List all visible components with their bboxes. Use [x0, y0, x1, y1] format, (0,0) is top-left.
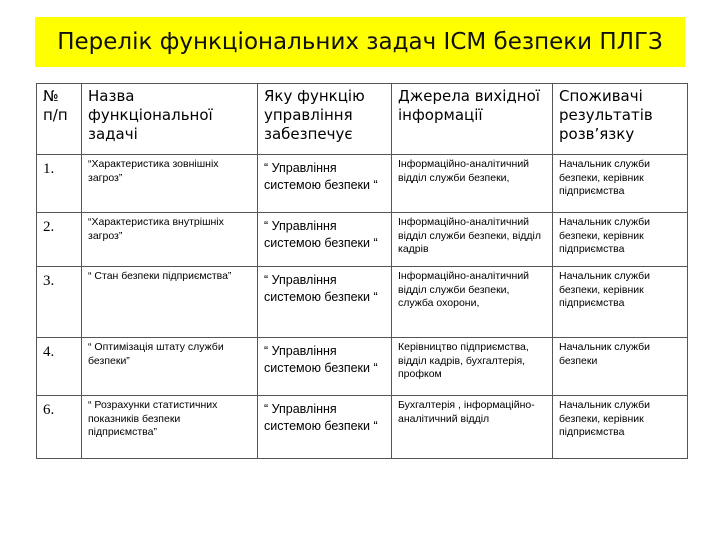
- row-consumers: Начальник служби безпеки: [553, 338, 688, 396]
- row-sources: Інформаційно-аналітичний відділ служби безпеки, служба охорони,: [392, 267, 553, 338]
- row-task-name: “ Розрахунки статистичних показників безпеки підприємства”: [82, 396, 258, 459]
- table-row: [37, 213, 688, 267]
- slide-title: Перелік функціональних задач ІСМ безпеки ПЛГЗ: [35, 17, 685, 67]
- row-consumers: Начальник служби безпеки, керівник підприємства: [553, 267, 688, 338]
- row-function: “ Управління системою безпеки “: [258, 155, 392, 213]
- row-consumers: Начальник служби безпеки, керівник підприємства: [553, 213, 688, 267]
- row-function: “ Управління системою безпеки “: [258, 396, 392, 459]
- row-task-name: “ Оптимізація штату служби безпеки”: [82, 338, 258, 396]
- header-task-name: Назва функціональної задачі: [82, 84, 258, 155]
- row-task-name: “ Стан безпеки підприємства”: [82, 267, 258, 338]
- header-management-function: Яку функцію управління забезпечує: [258, 84, 392, 155]
- table-row: [37, 155, 688, 213]
- row-sources: Інформаційно-аналітичний відділ служби безпеки,: [392, 155, 553, 213]
- table-header-row: [37, 84, 688, 155]
- row-function: “ Управління системою безпеки “: [258, 338, 392, 396]
- row-sources: Інформаційно-аналітичний відділ служби безпеки, відділ кадрів: [392, 213, 553, 267]
- header-info-sources: Джерела вихідної інформації: [392, 84, 553, 155]
- header-consumers: Споживачі результатів розв’язку: [553, 84, 688, 155]
- table-row: [37, 396, 688, 459]
- row-task-name: “Характеристика зовнішніх загроз”: [82, 155, 258, 213]
- row-consumers: Начальник служби безпеки, керівник підприємства: [553, 396, 688, 459]
- row-sources: Керівництво підприємства, відділ кадрів, бухгалтерія, профком: [392, 338, 553, 396]
- row-num: 3.: [37, 267, 82, 338]
- row-task-name: “Характеристика внутрішніх загроз”: [82, 213, 258, 267]
- row-num: 6.: [37, 396, 82, 459]
- row-consumers: Начальник служби безпеки, керівник підприємства: [553, 155, 688, 213]
- row-function: “ Управління системою безпеки “: [258, 267, 392, 338]
- header-num: № п/п: [37, 84, 82, 155]
- table-row: [37, 267, 688, 338]
- row-num: 2.: [37, 213, 82, 267]
- row-num: 4.: [37, 338, 82, 396]
- row-sources: Бухгалтерія , інформаційно-аналітичний відділ: [392, 396, 553, 459]
- row-function: “ Управління системою безпеки “: [258, 213, 392, 267]
- functional-tasks-table: [36, 83, 688, 459]
- row-num: 1.: [37, 155, 82, 213]
- table-row: [37, 338, 688, 396]
